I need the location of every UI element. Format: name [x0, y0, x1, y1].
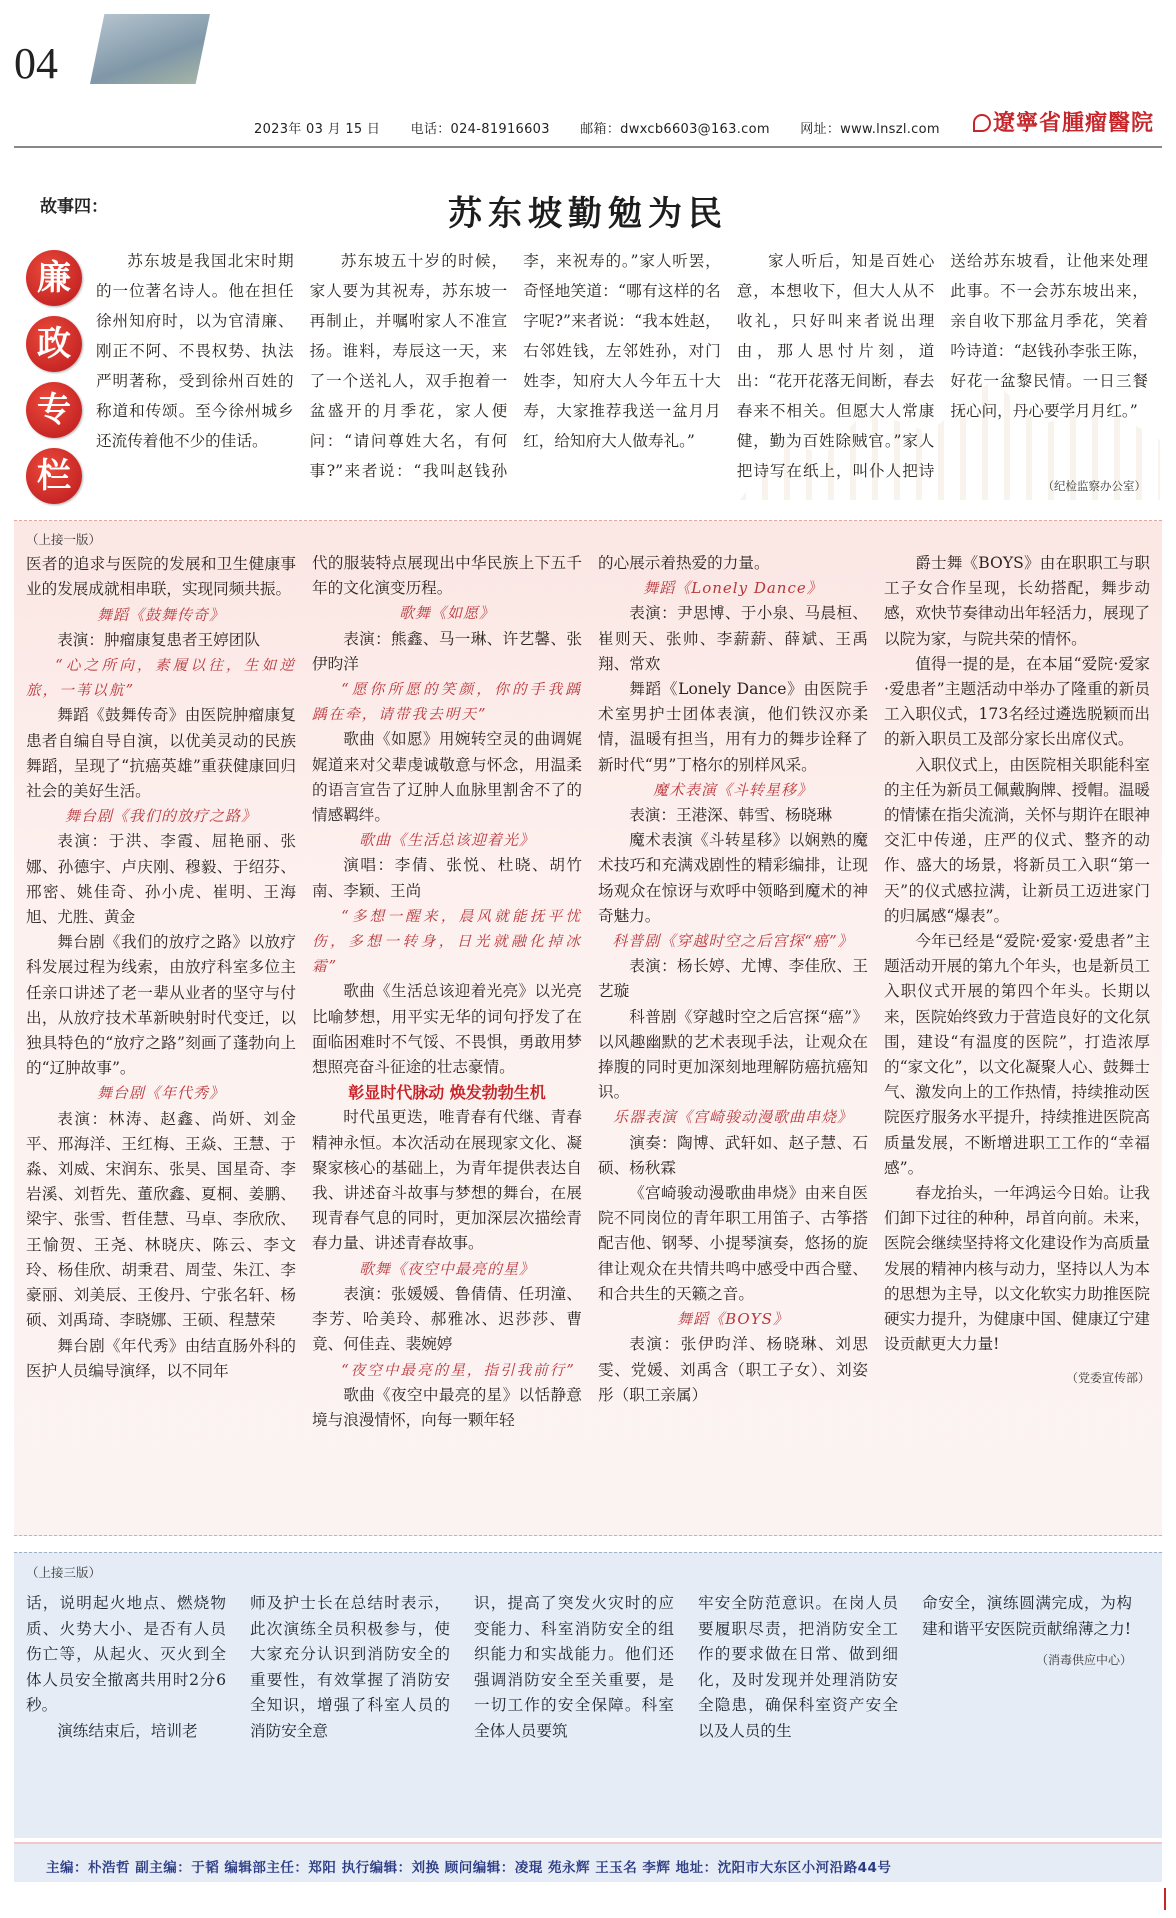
masthead-footer: [14, 1842, 1162, 1882]
performers: 表演：于洪、李霞、屈艳丽、张娜、孙德宇、卢庆刚、穆毅、于绍芬、邢密、姚佳奇、孙小虎、崔明、王海旭、尤胜、黄金: [26, 832, 296, 927]
story-body: [96, 246, 1148, 498]
header-phone: 电话：024-81916603: [410, 122, 550, 137]
performers: 表演：王港深、韩雪、杨晓琳: [629, 806, 832, 825]
performers: 表演：杨长婷、尤博、李佳欣、王艺璇: [598, 957, 868, 1001]
story-signature: （纪检监察办公室）: [1042, 479, 1146, 493]
section-title: 舞台剧《年代秀》: [96, 1084, 225, 1103]
section-title: 魔术表演《斗转星移》: [652, 780, 813, 799]
drill-column-4: [698, 1591, 898, 1744]
story-paragraph: 家人听后，知是百姓心意，本想收下，但大人从不收礼，只好叫来者说出理由，那人思忖片刻，道出：“花开花落无间断，春去春来不相关。但愿大人常康健，勤为百姓除贼官。”家人把诗写在纸上，叫仆人把诗送给苏东坡看，让他来处理此事。不一会苏东坡出来，亲自收下那盆月季花，笑着吟诗道：“赵钱孙李张王陈，好花一盆黎民情。一日三餐抚心问，丹心要学月月红。”: [736, 252, 1148, 480]
paragraph: 演练结束后，培训老: [57, 1721, 198, 1740]
section-title: 歌舞《如愿》: [398, 604, 495, 623]
header-info: [254, 118, 966, 137]
badge-char: 政: [26, 316, 82, 372]
performers: 演唱：李倩、张悦、杜晓、胡竹南、李颖、王尚: [312, 856, 582, 900]
paragraph: 话，说明起火地点、燃烧物质、火势大小、是否有人员伤亡等，从起火、灭火到全体人员安全撤离共用时2分6秒。: [26, 1594, 226, 1714]
performers: 表演：肿瘤康复患者王婷团队: [57, 630, 260, 649]
drill-column-1: [26, 1591, 226, 1744]
paragraph: 牢安全防范意识。在岗人员要履职尽责，把消防安全工作的要求做在日常、做到细化，及时发现并处理消防安全隐患，确保科室资产安全以及人员的生: [698, 1594, 898, 1740]
paragraph: 医者的追求与医院的发展和卫生健康事业的发展成就相串联，实现同频共振。: [26, 555, 296, 599]
paragraph: 舞台剧《年代秀》由结直肠外科的医护人员编导演绎，以不同年: [26, 1336, 296, 1380]
paragraph: 科普剧《穿越时空之后宫探“癌”》以风趣幽默的艺术表现手法，让观众在捧腹的同时更加深刻地理解防癌抗癌知识。: [598, 1007, 868, 1102]
quote: “愿你所愿的笑颜，你的手我踽踽在牵，请带我去明天”: [312, 681, 582, 724]
badge-char: 廉: [26, 250, 82, 306]
paragraph: 舞蹈《Lonely Dance》由医院手术室男护士团体表演，他们铁汉亦柔情，温暖有担当，用有力的舞步诠释了新时代“男”丁格尔的别样风采。: [598, 680, 868, 774]
performers: 演奏：陶博、武轩如、赵子慧、石硕、杨秋霖: [598, 1133, 868, 1177]
continued-article-panel: [14, 520, 1162, 1536]
badge-char: 栏: [26, 448, 82, 504]
hospital-logo: 遼寧省腫瘤醫院: [973, 106, 1154, 137]
paragraph: 的心展示着热爱的力量。: [598, 554, 770, 572]
header-email: 邮箱：dwxcb6603@163.com: [580, 122, 770, 137]
section-title: 科普剧《穿越时空之后宫探“癌”》: [612, 932, 854, 951]
story-paragraph: 苏东坡是我国北宋时期的一位著名诗人。他在担任徐州知府时，以为官清廉、刚正不阿、不畏权势、执法严明著称，受到徐州百姓的称道和传颂。至今徐州城乡还流传着他不少的佳话。: [96, 252, 294, 450]
logo-swirl-icon: [973, 114, 991, 132]
header-date: 2023年 03 月 15 日: [254, 122, 381, 137]
subheading: 彰显时代脉动 焕发勃勃生机: [348, 1083, 546, 1103]
section-title: 歌舞《夜空中最亮的星》: [358, 1259, 535, 1278]
article-signature: （消毒供应中心）: [1035, 1653, 1132, 1667]
page-header: [14, 60, 1162, 148]
section-title: 歌曲《生活总该迎着光》: [358, 831, 535, 850]
story-paragraph: 苏东坡五十岁的时候，家人要为其祝寿，苏东坡一再制止，并嘱咐家人不准宣扬。谁料，寿辰这一天，来了一个送礼人，双手抱着一盆盛开的月季花，家人便问：“请问尊姓大名，有何事?”来者说：“我叫赵钱孙李，来祝寿的。”家人听罢，奇怪地笑道：“哪有这样的名字呢?”来者说：“我本姓赵，右邻姓钱，左邻姓孙，对门姓李，知府大人今年五十大寿，大家推荐我送一盆月月红，给知府大人做寿礼。”: [309, 252, 721, 480]
column-badge: [26, 250, 86, 514]
badge-char: 专: [26, 382, 82, 438]
section-title: 舞蹈《Lonely Dance》: [643, 579, 823, 598]
header-website: 网址：www.lnszl.com: [800, 122, 940, 137]
paragraph: 值得一提的是，在本届“爱院·爱家·爱患者”主题活动中举办了隆重的新员工入职仪式，173名经过遴选脱颖而出的新入职员工及部分家长出席仪式。: [884, 654, 1150, 749]
corner-mark: [1164, 1888, 1166, 1910]
paragraph: 《宫崎骏动漫歌曲串烧》由来自医院不同岗位的青年职工用笛子、古筝搭配吉他、钢琴、小提琴演奏，悠扬的旋律让观众在共情共鸣中感受中西合璧、和合共生的天籁之音。: [598, 1184, 868, 1303]
section-title: 舞台剧《我们的放疗之路》: [64, 807, 257, 826]
page-number: 04: [14, 39, 58, 88]
article-column-4: [884, 551, 1150, 1391]
paragraph: 舞蹈《鼓舞传奇》由医院肿瘤康复患者自编自导自演，以优美灵动的民族舞蹈，呈现了“抗癌英雄”重获健康回归社会的美好生活。: [26, 706, 296, 801]
quote: “多想一醒来，晨风就能抚平忧伤，多想一转身，日光就融化掉冰霜”: [312, 907, 582, 976]
paragraph: 识，提高了突发火灾时的应变能力、科室消防安全的组织能力和实战能力。他们还强调消防安全至关重要，是一切工作的安全保障。科室全体人员要筑: [474, 1594, 674, 1740]
quote: “夜空中最亮的星，指引我前行”: [341, 1361, 576, 1379]
story-label: 故事四：: [40, 197, 108, 217]
article-signature: （党委宣传部）: [1065, 1370, 1150, 1385]
section-title: 乐器表演《宫崎骏动漫歌曲串烧》: [612, 1108, 853, 1127]
performers: 表演：熊鑫、马一琳、许艺馨、张伊昀洋: [312, 629, 582, 673]
continued-label: （上接三版）: [26, 1565, 102, 1580]
fire-drill-article-panel: [14, 1552, 1162, 1838]
drill-column-3: [474, 1591, 674, 1744]
paragraph: 入职仪式上，由医院相关职能科室的主任为新员工佩戴胸牌、授帽。温暖的情愫在指尖流淌，关怀与期许在眼神交汇中传递，庄严的仪式、整齐的动作、盛大的场景，将新员工入职“第一天”的仪式感拉满，让新员工迈进家门的归属感“爆表”。: [884, 755, 1150, 925]
article-column-1: [26, 527, 296, 1384]
drill-column-5: [922, 1591, 1132, 1674]
story-title: 苏东坡勤勉为民: [448, 194, 728, 234]
editorial-credits: 主编：朴浩哲 副主编：于韬 编辑部主任：郑阳 执行编辑：刘换 顾问编辑：凌琨 苑永辉 王玉名 李辉 地址：沈阳市大东区小河沿路44号: [46, 1860, 892, 1876]
section-title: 舞蹈《BOYS》: [677, 1310, 789, 1329]
story-columns: [96, 246, 1148, 486]
header-rule: [14, 146, 1162, 148]
quote: “心之所向，素履以往，生如逆旅，一苇以航”: [26, 657, 296, 700]
section-title: 舞蹈《鼓舞传奇》: [96, 605, 225, 624]
paragraph: 歌曲《夜空中最亮的星》以恬静意境与浪漫情怀，向每一颗年轻: [312, 1385, 582, 1429]
article-column-3: [598, 551, 868, 1408]
performers: 表演：尹思博、于小泉、马晨桓、崔则天、张帅、李薪薪、薛斌、王禹翔、常欢: [598, 604, 868, 673]
paragraph: 命安全，演练圆满完成，为构建和谐平安医院贡献绵薄之力!: [922, 1594, 1132, 1638]
paragraph: 魔术表演《斗转星移》以娴熟的魔术技巧和充满戏剧性的精彩编排，让现场观众在惊讶与欢呼中领略到魔术的神奇魅力。: [598, 831, 868, 925]
paragraph: 代的服装特点展现出中华民族上下五千年的文化演变历程。: [312, 554, 582, 598]
performers: 表演：张媛媛、鲁倩倩、任玥潼、李芳、哈美玲、郝雅冰、迟莎莎、曹竟、何佳垚、裴婉婷: [312, 1284, 582, 1354]
paragraph: 歌曲《如愿》用婉转空灵的曲调娓娓道来对父辈虔诚敬意与怀念，用温柔的语言宣告了辽肿人血脉里割舍不了的情感羁绊。: [312, 730, 582, 825]
performers: 表演：张伊昀洋、杨晓琳、刘思雯、党媛、刘禹含（职工子女）、刘姿彤（职工亲属）: [598, 1335, 868, 1404]
drill-column-2: [250, 1591, 450, 1744]
article-column-2: [312, 551, 582, 1433]
performers: 表演：林涛、赵鑫、尚妍、刘金平、邢海洋、王红梅、王焱、王慧、于淼、刘威、宋润东、张昊、国星奇、李岩溪、刘哲先、董欣鑫、夏桐、姜鹏、梁宇、张雪、哲佳慧、马卓、李欣欣、王愉贺、王尧、林晓庆、陈云、李文玲、杨佳欣、胡秉君、周莹、朱江、李豪丽、刘美辰、王俊丹、宁张名轩、杨硕、刘禹琦、李晓娜、王硕、程慧荣: [26, 1109, 296, 1330]
paragraph: 歌曲《生活总该迎着光亮》以光亮比喻梦想，用平实无华的词句抒发了在面临困难时不气馁、不畏惧，勇敢用梦想照亮奋斗征途的壮志豪情。: [312, 982, 582, 1077]
paragraph: 今年已经是“爱院·爱家·爱患者”主题活动开展的第九个年头，也是新员工入职仪式开展的第四个年头。长期以来，医院始终致力于营造良好的文化氛围，建设“有温度的医院”，打造浓厚的“家文化”，以文化凝聚人心、鼓舞士气、激发向上的工作热情，持续推动医院医疗服务水平提升，持续推进医院高质量发展，不断增进职工工作的“幸福感”。: [884, 932, 1150, 1177]
paragraph: 春龙抬头，一年鸿运今日始。让我们卸下过往的种种，昂首向前。未来，医院会继续坚持将文化建设作为高质量发展的精神内核与动力，坚持以人为本的思想为主导，以文化软实力助推医院硬实力提升，为健康中国、健康辽宁建设贡献更大力量!: [884, 1184, 1150, 1354]
paragraph: 舞台剧《我们的放疗之路》以放疗科发展过程为线索，由放疗科室多位主任亲口讲述了老一辈从业者的坚守与付出，从放疗技术革新映射时代变迁，以独具特色的“放疗之路”刻画了蓬勃向上的“辽肿故事”。: [26, 933, 296, 1078]
continued-label: （上接一版）: [26, 532, 102, 547]
paragraph: 师及护士长在总结时表示，此次演练全员积极参与，使大家充分认识到消防安全的重要性，有效掌握了消防安全知识，增强了科室人员的消防安全意: [250, 1594, 450, 1740]
paragraph: 时代虽更迭，唯青春有代继、青春精神永恒。本次活动在展现家文化、凝聚家核心的基础上，为青年提供表达自我、讲述奋斗故事与梦想的舞台，在展现青春气息的同时，更加深层次描绘青春力量、讲述青春故事。: [312, 1108, 582, 1253]
paragraph: 爵士舞《BOYS》由在职职工与职工子女合作呈现，长幼搭配，舞步动感，欢快节奏律动出年轻活力，展现了以院为家，与院共荣的情怀。: [884, 554, 1150, 648]
